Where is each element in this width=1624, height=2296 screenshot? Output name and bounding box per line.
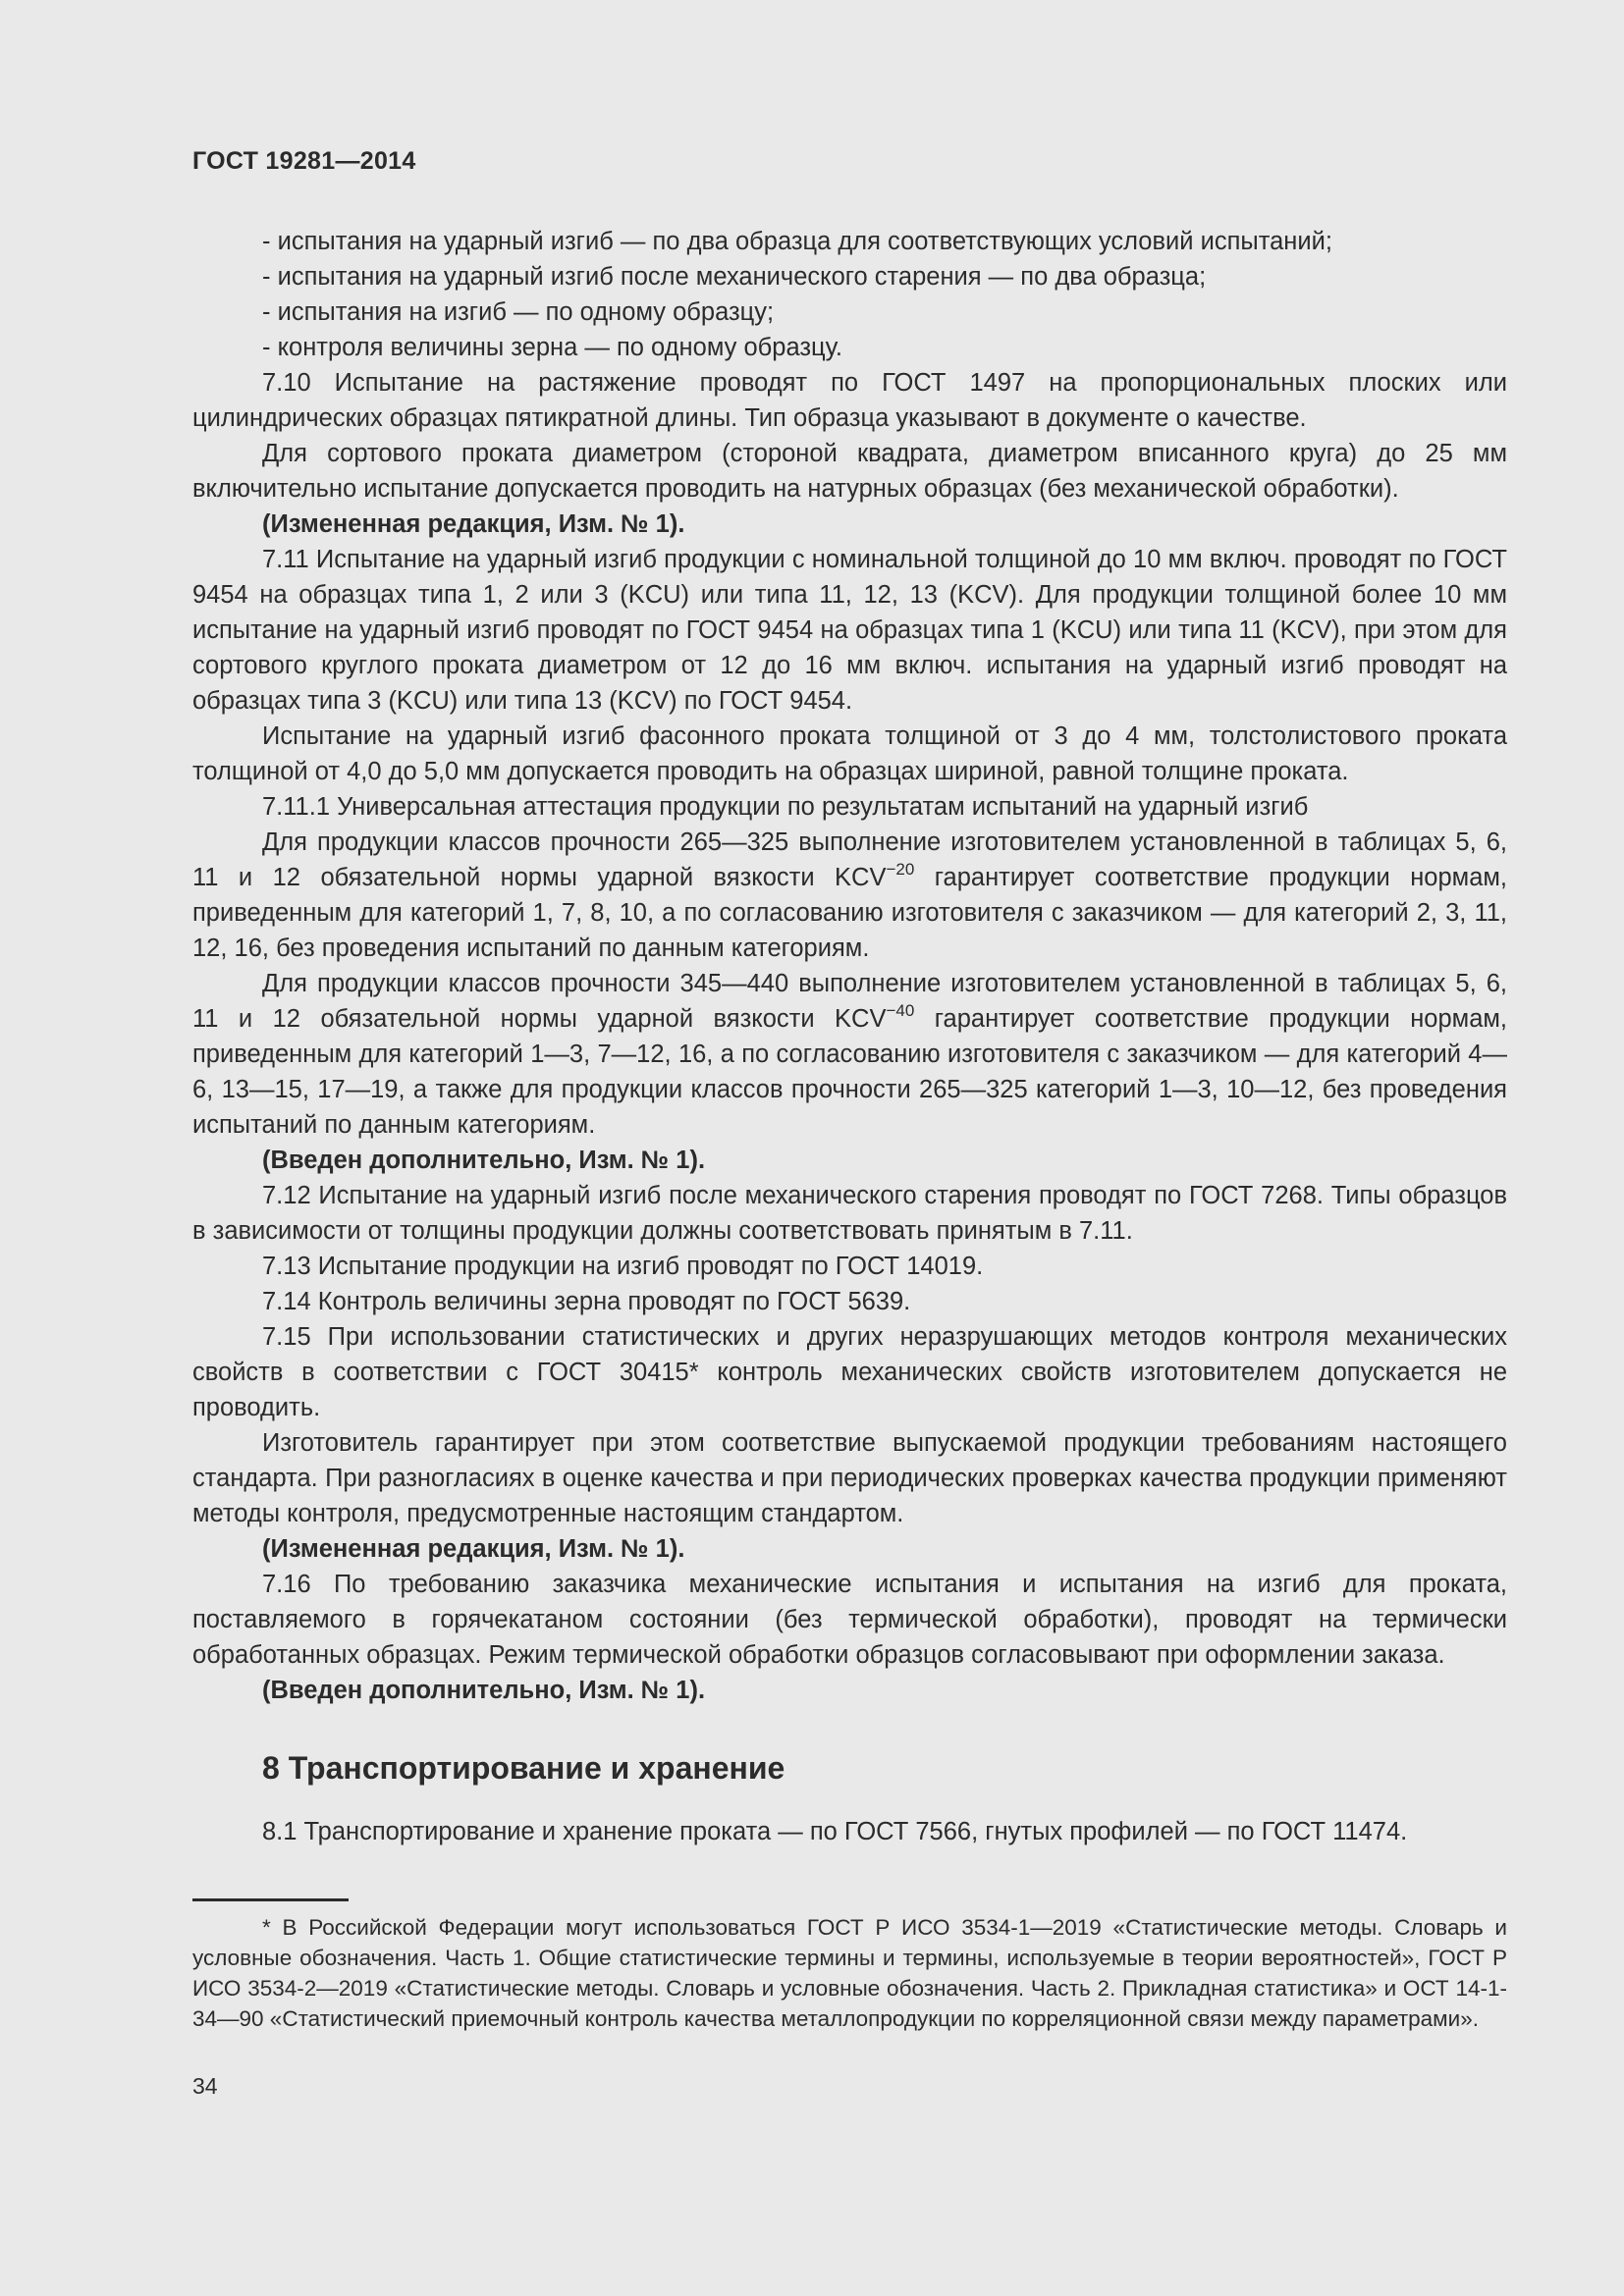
clause-7-13: 7.13 Испытание продукции на изгиб проводят по ГОСТ 14019. [262, 1253, 984, 1280]
amendment-note: (Измененная редакция, Изм. № 1). [262, 1535, 685, 1563]
amendment-note: (Измененная редакция, Изм. № 1). [262, 510, 685, 538]
paragraph: Испытание на ударный изгиб фасонного проката толщиной от 3 до 4 мм, толстолистового проката толщиной от 4,0 до 5,0 мм допускается проводить на образцах шириной, равной толщине проката. [192, 722, 1507, 785]
clause-7-14: 7.14 Контроль величины зерна проводят по ГОСТ 5639. [262, 1288, 911, 1315]
amendment-note: (Введен дополнительно, Изм. № 1). [262, 1147, 706, 1174]
clause-7-16: 7.16 По требованию заказчика механические испытания и испытания на изгиб для проката, поставляемого в горячекатаном состоянии (без термической обработки), проводят на термически обработанных образцах. Режим термической обработки образцов согласовывают при оформлении заказа. [192, 1571, 1507, 1669]
list-item: - испытания на изгиб — по одному образцу; [262, 298, 775, 326]
clause-7-10: 7.10 Испытание на растяжение проводят по ГОСТ 1497 на пропорциональных плоских или цилиндрических образцах пятикратной длины. Тип образца указывают в документе о качестве. [192, 369, 1507, 432]
document-header: ГОСТ 19281—2014 [192, 147, 416, 175]
section-heading: 8 Транспортирование и хранение [262, 1750, 785, 1786]
clause-7-11-1: 7.11.1 Универсальная аттестация продукции по результатам испытаний на ударный изгиб [262, 793, 1309, 821]
superscript: −20 [886, 860, 915, 879]
list-item: - испытания на ударный изгиб после механического старения — по два образца; [262, 263, 1207, 291]
footnote: * В Российской Федерации могут использоваться ГОСТ Р ИСО 3534-1—2019 «Статистические методы. Словарь и условные обозначения. Часть 1. Общие статистические термины и термины, используемые в теории вероятностей», ГОСТ Р ИСО 3534-2—2019 «Статистические методы. Словарь и условные обозначения. Часть 2. Прикладная статистика» и ОСТ 14-1-34—90 «Статистический приемочный контроль качества металлопродукции по корреляционной связи между параметрами». [192, 1915, 1507, 2031]
clause-7-11: 7.11 Испытание на ударный изгиб продукции с номинальной толщиной до 10 мм включ. проводят по ГОСТ 9454 на образцах типа 1, 2 или 3 (KCU) или типа 11, 12, 13 (KCV). Для продукции толщиной более 10 мм испытание на ударный изгиб проводят по ГОСТ 9454 на образцах типа 1 (KCU) или типа 11 (KCV), при этом для сортового круглого проката диаметром от 12 до 16 мм включ. испытания на ударный изгиб проводят на образцах типа 3 (KCU) или типа 13 (KCV) по ГОСТ 9454. [192, 546, 1507, 715]
list-item: - испытания на ударный изгиб — по два образца для соответствующих условий испытаний; [262, 228, 1332, 255]
clause-7-12: 7.12 Испытание на ударный изгиб после механического старения проводят по ГОСТ 7268. Типы образцов в зависимости от толщины продукции должны соответствовать принятым в 7.11. [192, 1182, 1507, 1245]
paragraph-kcv-20: Для продукции классов прочности 265—325 выполнение изготовителем установленной в таблицах 5, 6, 11 и 12 обязательной нормы ударной вязкости $KCV^{-20}$ гарантирует соответствие продукции нормам, приведенным для категорий 1, 7, 8, 10, а по согласованию изготовителя с заказчиком — для категорий 2, 3, 11, 12, 16, без проведения испытаний по данным категориям. [192, 828, 1507, 962]
clause-8-1: 8.1 Транспортирование и хранение проката — по ГОСТ 7566, гнутых профилей — по ГОСТ 11474. [262, 1818, 1408, 1845]
page-number: 34 [192, 2073, 218, 2099]
superscript: −40 [886, 1001, 915, 1020]
paragraph: Для сортового проката диаметром (стороной квадрата, диаметром вписанного круга) до 25 мм включительно испытание допускается проводить на натурных образцах (без механической обработки). [192, 440, 1507, 503]
body-text [192, 224, 1507, 1708]
list-item: - контроля величины зерна — по одному образцу. [262, 334, 842, 361]
footnote-divider [192, 1898, 349, 1901]
paragraph-kcv-40: Для продукции классов прочности 345—440 выполнение изготовителем установленной в таблицах 5, 6, 11 и 12 обязательной нормы ударной вязкости $KCV^{-40}$ гарантирует соответствие продукции нормам, приведенным для категорий 1—3, 7—12, 16, а по согласованию изготовителя с заказчиком — для категорий 4—6, 13—15, 17—19, а также для продукции классов прочности 265—325 категорий 1—3, 10—12, без проведения испытаний по данным категориям. [192, 970, 1507, 1139]
amendment-note: (Введен дополнительно, Изм. № 1). [262, 1677, 706, 1704]
paragraph: Изготовитель гарантирует при этом соответствие выпускаемой продукции требованиям настоящего стандарта. При разногласиях в оценке качества и при периодических проверках качества продукции применяют методы контроля, предусмотренные настоящим стандартом. [192, 1429, 1507, 1527]
clause-7-15: 7.15 При использовании статистических и других неразрушающих методов контроля механических свойств в соответствии с ГОСТ 30415* контроль механических свойств изготовителем допускается не проводить. [192, 1323, 1507, 1421]
